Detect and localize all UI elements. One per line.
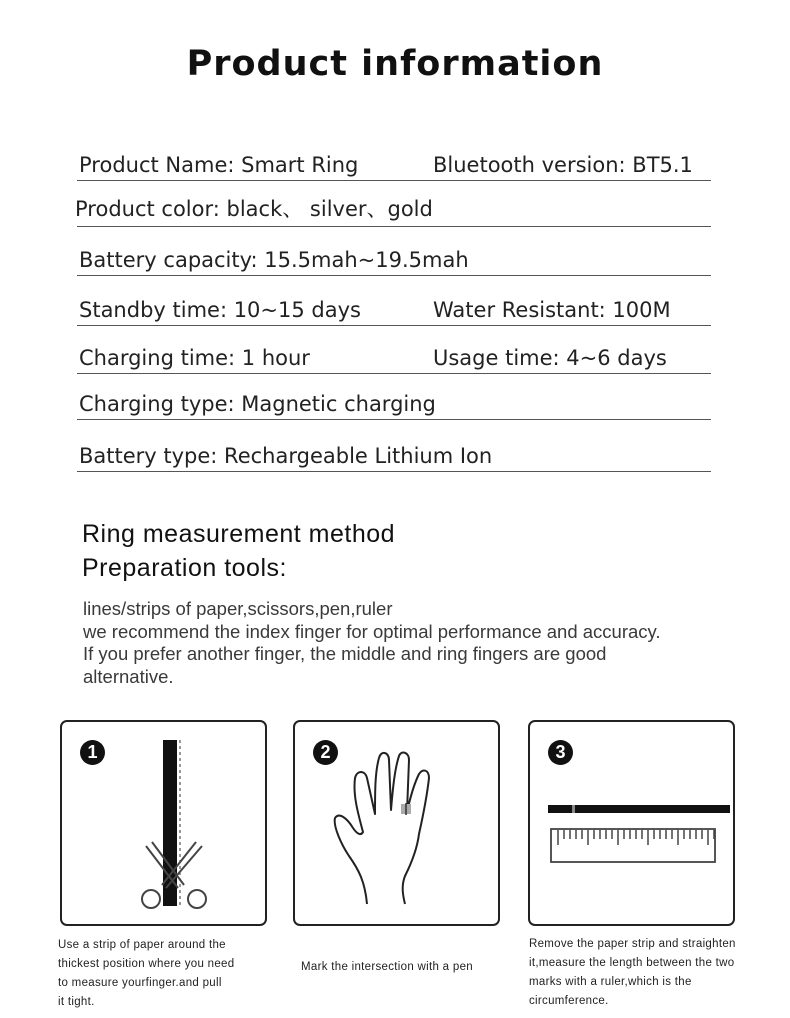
step-panel-1 xyxy=(60,720,267,926)
preparation-line: alternative. xyxy=(83,665,174,687)
step-caption-3 xyxy=(529,935,736,1011)
preparation-line: lines/strips of paper,scissors,pen,ruler xyxy=(83,598,393,619)
caption-line: Use a strip of paper around the xyxy=(58,939,226,951)
spec-row xyxy=(77,190,711,227)
spec-charging-type: Charging type: Magnetic charging xyxy=(79,392,436,416)
spec-row xyxy=(77,383,711,420)
page-title: Product information xyxy=(186,44,604,84)
spec-charging-time: Charging time: 1 hour xyxy=(79,346,310,370)
step-caption-1 xyxy=(58,936,234,1012)
spec-row xyxy=(77,337,711,374)
preparation-heading: Preparation tools: xyxy=(82,554,287,582)
step-panel-3 xyxy=(528,720,735,926)
spec-usage-time: Usage time: 4~6 days xyxy=(433,346,667,370)
spec-row xyxy=(77,144,711,181)
spec-product-name: Product Name: Smart Ring xyxy=(79,153,359,177)
step-number-badge: 3 xyxy=(548,740,573,765)
spec-water-resistant: Water Resistant: 100M xyxy=(433,298,671,322)
caption-line: circumference. xyxy=(529,995,609,1007)
measurement-heading: Ring measurement method xyxy=(82,520,396,548)
spec-battery-capacity: Battery capacity: 15.5mah~19.5mah xyxy=(79,248,469,272)
spec-standby-time: Standby time: 10~15 days xyxy=(79,298,361,322)
caption-line: Mark the intersection with a pen xyxy=(301,961,473,973)
step-number-badge: 1 xyxy=(80,740,105,765)
preparation-line: If you prefer another finger, the middle and ring fingers are good xyxy=(83,643,607,664)
caption-line: it tight. xyxy=(58,996,95,1008)
caption-line: marks with a ruler,which is the xyxy=(529,976,692,988)
spec-row xyxy=(77,239,711,276)
step-panel-2 xyxy=(293,720,500,926)
caption-line: to measure yourfinger.and pull xyxy=(58,977,222,989)
spec-battery-type: Battery type: Rechargeable Lithium Ion xyxy=(79,444,493,468)
spec-row xyxy=(77,289,711,326)
preparation-line: we recommend the index finger for optimal performance and accuracy. xyxy=(83,620,661,642)
step-number-badge: 2 xyxy=(313,740,338,765)
caption-line: thickest position where you need xyxy=(58,958,235,970)
spec-row xyxy=(77,435,711,472)
spec-bluetooth-version: Bluetooth version: BT5.1 xyxy=(433,153,693,177)
caption-line: it,measure the length between the two xyxy=(529,957,735,969)
caption-line: Remove the paper strip and straighten xyxy=(529,938,736,950)
step-caption-2 xyxy=(301,958,473,977)
spec-product-color: Product color: black、 silver、gold xyxy=(75,197,433,221)
preparation-text xyxy=(83,598,743,688)
